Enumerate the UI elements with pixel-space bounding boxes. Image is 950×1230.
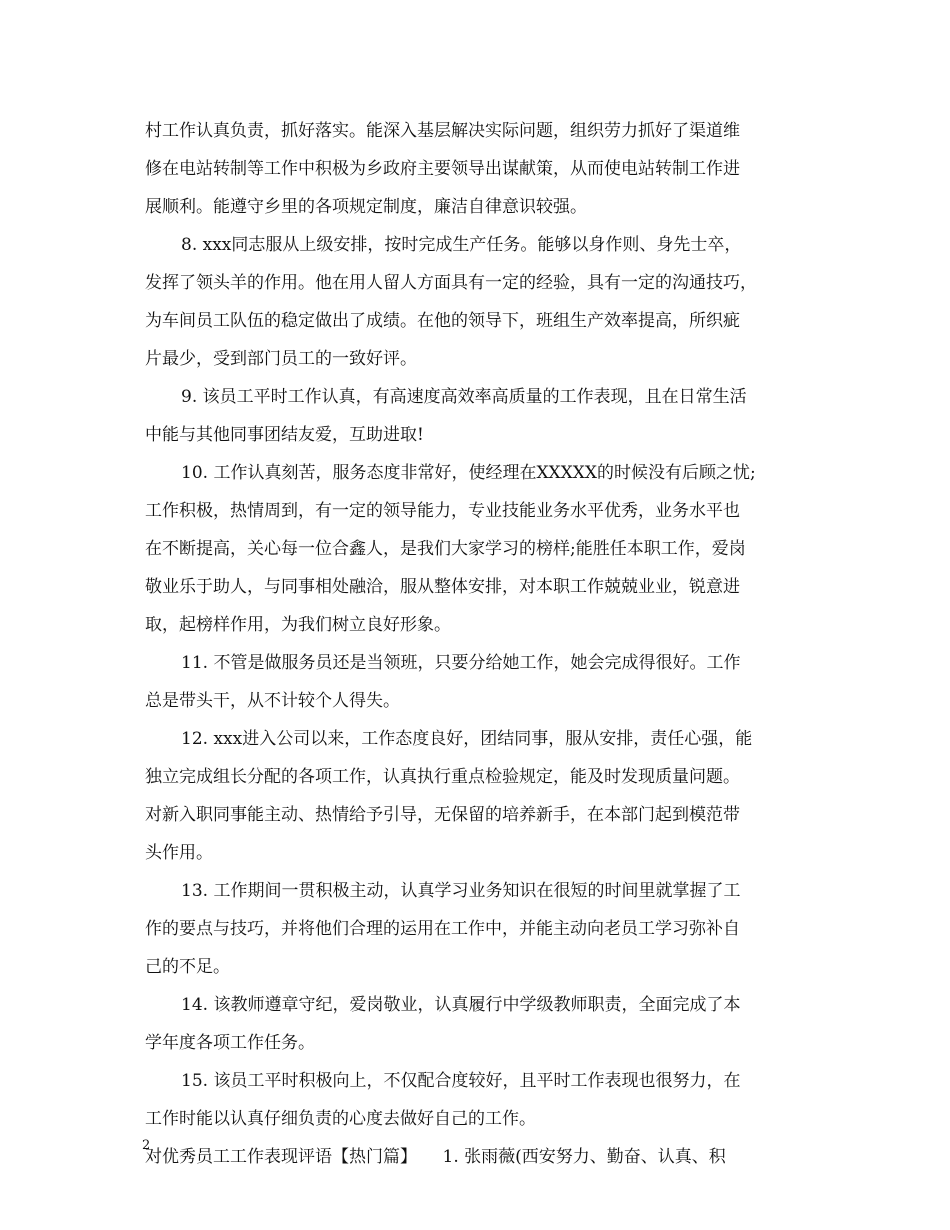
text-line: 头作用。: [145, 843, 213, 863]
paragraph-10-start: 10. 工作认真刻苦，服务态度非常好，使经理在XXXXX的时候没有后顾之忧;: [181, 463, 756, 483]
paragraph-13-start: 13. 工作期间一贯积极主动，认真学习业务知识在很短的时间里就掌握了工: [181, 881, 741, 901]
text-line: 发挥了领头羊的作用。他在用人留人方面具有一定的经验，具有一定的沟通技巧，: [145, 273, 757, 293]
text-line: 工作时能以认真仔细负责的心度去做好自己的工作。: [145, 1109, 536, 1129]
paragraph-11-start: 11. 不管是做服务员还是当领班，只要分给她工作，她会完成得很好。工作: [181, 653, 741, 673]
text-line: 工作积极，热情周到，有一定的领导能力，专业技能业务水平优秀，业务水平也: [145, 501, 740, 521]
text-line: 己的不足。: [145, 957, 230, 977]
text-line: 在不断提高，关心每一位合鑫人，是我们大家学习的榜样;能胜任本职工作，爱岗: [145, 539, 746, 559]
text-line: 取，起榜样作用，为我们树立良好形象。: [145, 615, 451, 635]
paragraph-15-start: 15. 该员工平时积极向上，不仅配合度较好，且平时工作表现也很努力，在: [181, 1071, 741, 1091]
text-line: 村工作认真负责，抓好落实。能深入基层解决实际问题，组织劳力抓好了渠道维: [145, 121, 740, 141]
paragraph-9-start: 9. 该员工平时工作认真，有高速度高效率高质量的工作表现，且在日常生活: [181, 387, 747, 407]
paragraph-8-start: 8. xxx同志服从上级安排，按时完成生产任务。能够以身作则、身先士卒，: [181, 235, 742, 255]
text-line: 作的要点与技巧，并将他们合理的运用在工作中，并能主动向老员工学习弥补自: [145, 919, 740, 939]
text-line: 敬业乐于助人，与同事相处融洽，服从整体安排，对本职工作兢兢业业，锐意进: [145, 577, 740, 597]
section-heading-line: 对优秀员工工作表现评语【热门篇】 1. 张雨薇(西安努力、勤奋、认真、积: [145, 1147, 726, 1167]
paragraph-14-start: 14. 该教师遵章守纪，爱岗敬业，认真履行中学级教师职责，全面完成了本: [181, 995, 741, 1015]
page-number: 2: [142, 1138, 151, 1153]
text-line: 中能与其他同事团结友爱，互助进取!: [145, 425, 424, 445]
paragraph-12-start: 12. xxx进入公司以来，工作态度良好，团结同事，服从安排，责任心强，能: [181, 729, 753, 749]
text-line: 为车间员工队伍的稳定做出了成绩。在他的领导下，班组生产效率提高，所织疵: [145, 311, 740, 331]
text-line: 展顺利。能遵守乡里的各项规定制度，廉洁自律意识较强。: [145, 197, 587, 217]
text-line: 学年度各项工作任务。: [145, 1033, 315, 1053]
text-line: 对新入职同事能主动、热情给予引导，无保留的培养新手，在本部门起到模范带: [145, 805, 740, 825]
text-line: 独立完成组长分配的各项工作，认真执行重点检验规定，能及时发现质量问题。: [145, 767, 740, 787]
text-line: 片最少，受到部门员工的一致好评。: [145, 349, 417, 369]
document-body: [145, 112, 813, 1176]
text-line: 总是带头干，从不计较个人得失。: [145, 691, 400, 711]
text-line: 修在电站转制等工作中积极为乡政府主要领导出谋献策，从而使电站转制工作进: [145, 159, 740, 179]
